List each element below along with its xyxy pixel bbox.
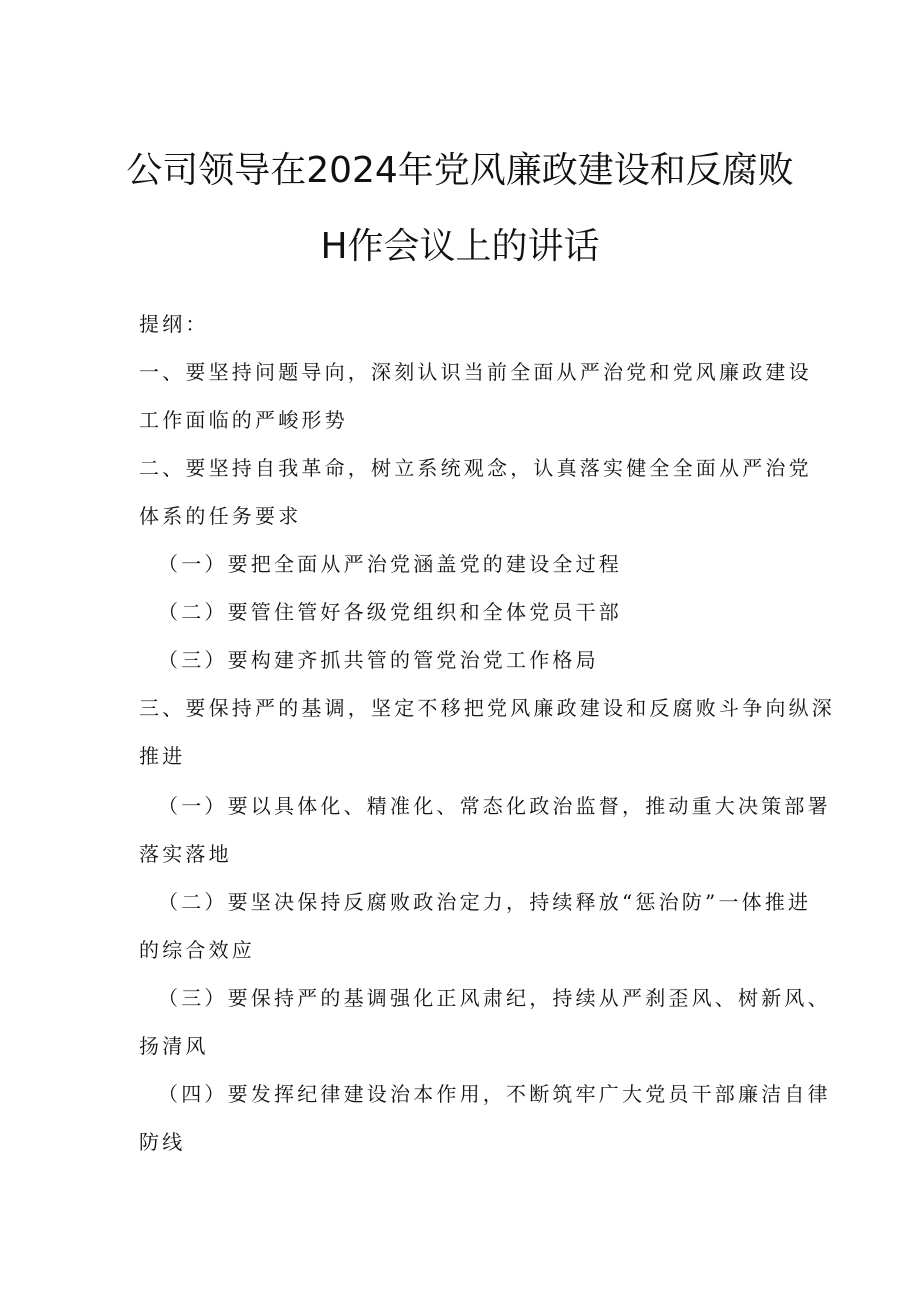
outline-item-3-1: （一）要以具体化、精准化、常态化政治监督，推动重大决策部署 bbox=[158, 794, 831, 818]
outline-section-3-cont: 推进 bbox=[139, 744, 186, 768]
outline-section-3: 三、要保持严的基调，坚定不移把党风廉政建设和反腐败斗争向纵深 bbox=[139, 696, 835, 720]
outline-item-2-3: （三）要构建齐抓共管的管党治党工作格局 bbox=[158, 648, 599, 672]
outline-heading: 提纲： bbox=[139, 312, 209, 336]
outline-item-2-1: （一）要把全面从严治党涵盖党的建设全过程 bbox=[158, 552, 622, 576]
outline-section-1-cont: 工作面临的严峻形势 bbox=[139, 408, 348, 432]
outline-section-2-cont: 体系的任务要求 bbox=[139, 504, 302, 528]
outline-item-3-3: （三）要保持严的基调强化正风肃纪，持续从严刹歪风、树新风、 bbox=[158, 986, 831, 1010]
outline-section-2: 二、要坚持自我革命，树立系统观念，认真落实健全全面从严治党 bbox=[139, 456, 812, 480]
outline-section-1: 一、要坚持问题导向，深刻认识当前全面从严治党和党风廉政建设 bbox=[139, 360, 812, 384]
outline-item-3-3-cont: 扬清风 bbox=[139, 1034, 209, 1058]
outline-item-3-2: （二）要坚决保持反腐败政治定力，持续释放“惩治防”一体推进 bbox=[158, 890, 812, 914]
document-title-line-1: 公司领导在2024年党风廉政建设和反腐败 bbox=[126, 150, 794, 191]
outline-item-3-2-cont: 的综合效应 bbox=[139, 938, 255, 962]
document-title-line-2: H作会议上的讲话 bbox=[320, 226, 600, 267]
outline-item-3-4: （四）要发挥纪律建设治本作用，不断筑牢广大党员干部廉洁自律 bbox=[158, 1082, 831, 1106]
outline-item-3-1-cont: 落实落地 bbox=[139, 842, 232, 866]
outline-item-3-4-cont: 防线 bbox=[139, 1130, 186, 1154]
outline-item-2-2: （二）要管住管好各级党组织和全体党员干部 bbox=[158, 600, 622, 624]
